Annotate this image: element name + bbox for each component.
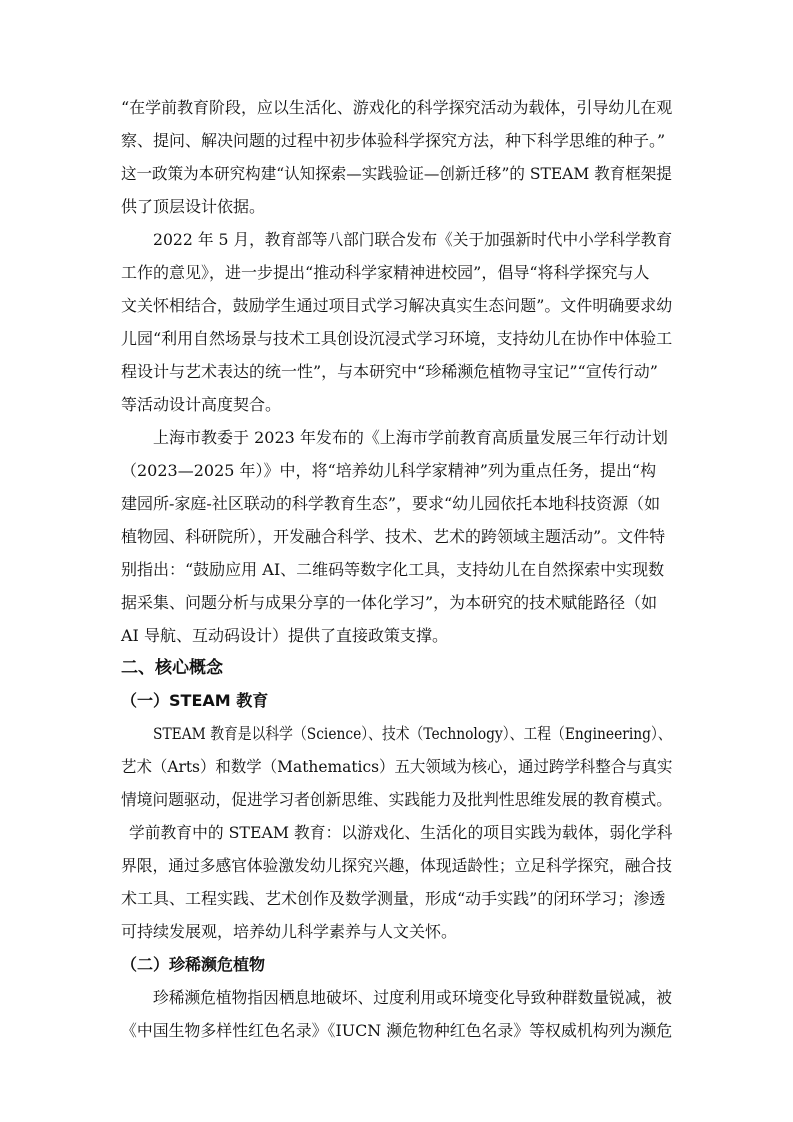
text-line: 学前教育中的 STEAM 教育：以游戏化、生活化的项目实践为载体，弱化学科 xyxy=(129,823,673,842)
text-line: 这一政策为本研究构建“认知探索—实践验证—创新迁移”的 STEAM 教育框架提 xyxy=(121,164,672,183)
text-line: STEAM 教育是以科学（Science）、技术（Technology）、工程（Engineering）、 xyxy=(153,724,672,743)
subsection-heading: （一）STEAM 教育 xyxy=(121,691,269,710)
text-line: 《中国生物多样性红色名录》《IUCN 濒危物种红色名录》等权威机构列为濒危 xyxy=(121,1021,673,1040)
text-line: 植物园、科研院所），开发融合科学、技术、艺术的跨领域主题活动”。文件特 xyxy=(121,527,666,546)
text-line: 可持续发展观，培养幼儿科学素养与人文关怀。 xyxy=(121,922,458,941)
text-line: 2022 年 5 月，教育部等八部门联合发布《关于加强新时代中小学科学教育 xyxy=(153,230,673,249)
text-line: 等活动设计高度契合。 xyxy=(121,395,282,414)
text-line: 上海市教委于 2023 年发布的《上海市学前教育高质量发展三年行动计划 xyxy=(153,428,668,447)
text-line: 艺术（Arts）和数学（Mathematics）五大领域为核心，通过跨学科整合与真实 xyxy=(121,757,673,776)
text-line: 据采集、问题分析与成果分享的一体化学习”，为本研究的技术赋能路径（如 xyxy=(121,593,658,612)
text-line: 供了顶层设计依据。 xyxy=(121,197,266,216)
subsection-heading: （二）珍稀濒危植物 xyxy=(121,955,266,974)
text-line: AI 导航、互动码设计）提供了直接政策支撑。 xyxy=(121,626,448,645)
text-line: 察、提问、解决问题的过程中初步体验科学探究方法，种下科学思维的种子。” xyxy=(121,131,666,150)
text-line: 儿园“利用自然场景与技术工具创设沉浸式学习环境，支持幼儿在协作中体验工 xyxy=(121,329,673,348)
section-heading: 二、核心概念 xyxy=(121,658,223,678)
text-line: “在学前教育阶段，应以生活化、游戏化的科学探究活动为载体，引导幼儿在观 xyxy=(121,98,673,117)
text-line: 文关怀相结合，鼓励学生通过项目式学习解决真实生态问题”。文件明确要求幼 xyxy=(121,296,673,315)
text-line: 情境问题驱动，促进学习者创新思维、实践能力及批判性思维发展的教育模式。 xyxy=(121,790,672,809)
text-line: 别指出：“鼓励应用 AI、二维码等数字化工具，支持幼儿在自然探索中实现数 xyxy=(121,560,665,579)
text-line: 界限，通过多感官体验激发幼儿探究兴趣，体现适龄性；立足科学探究，融合技 xyxy=(121,856,672,875)
text-line: 建园所-家庭-社区联动的科学教育生态”，要求“幼儿园依托本地科技资源（如 xyxy=(121,494,661,513)
text-line: 程设计与艺术表达的统一性”，与本研究中“珍稀濒危植物寻宝记”“宣传行动” xyxy=(121,362,658,381)
text-line: 术工具、工程实践、艺术创作及数学测量，形成“动手实践”的闭环学习；渗透 xyxy=(121,889,666,908)
text-line: 工作的意见》，进一步提出“推动科学家精神进校园”，倡导“将科学探究与人 xyxy=(121,263,650,282)
text-line: （2023—2025 年）》中，将“培养幼儿科学家精神”列为重点任务，提出“构 xyxy=(121,461,657,480)
text-line: 珍稀濒危植物指因栖息地破坏、过度利用或环境变化导致种群数量锐减，被 xyxy=(153,988,673,1007)
